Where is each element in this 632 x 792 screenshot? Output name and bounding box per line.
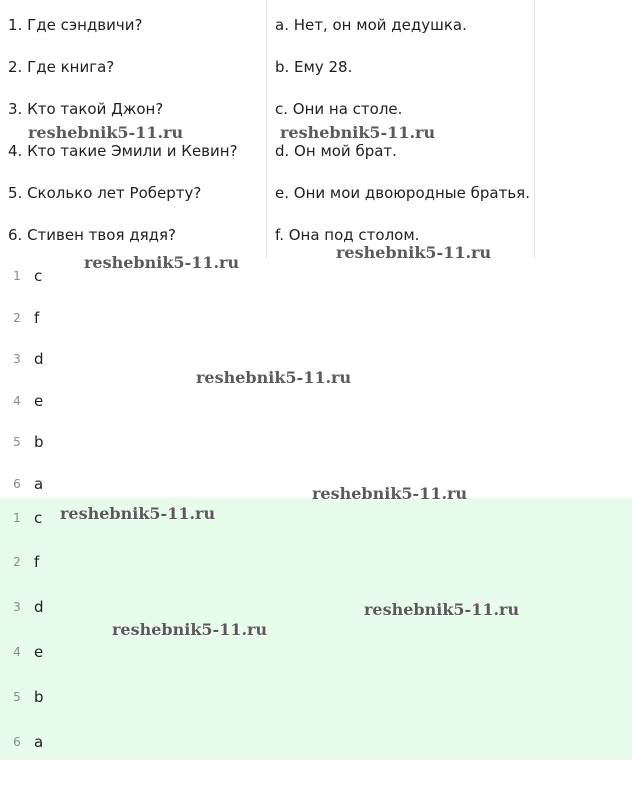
question-item: 3. Кто такой Джон? (8, 100, 164, 118)
answer-option: b. Ему 28. (275, 58, 353, 76)
watermark: reshebnik5-11.ru (28, 123, 184, 142)
watermark: reshebnik5-11.ru (280, 123, 436, 142)
item-number: 1 (13, 269, 21, 283)
item-answer: f (34, 309, 40, 327)
item-number: 3 (13, 600, 21, 614)
answer-option: d. Он мой брат. (275, 142, 397, 160)
watermark: reshebnik5-11.ru (112, 620, 268, 639)
item-answer: d (34, 350, 44, 368)
question-item: 1. Где сэндвичи? (8, 16, 143, 34)
item-number: 4 (13, 645, 21, 659)
item-answer: a (34, 733, 44, 751)
watermark: reshebnik5-11.ru (84, 253, 240, 272)
item-answer: a (34, 475, 44, 493)
item-answer: d (34, 598, 44, 616)
item-answer: b (34, 433, 44, 451)
item-answer: b (34, 688, 44, 706)
item-number: 6 (13, 735, 21, 749)
item-number: 3 (13, 352, 21, 366)
watermark: reshebnik5-11.ru (312, 484, 468, 503)
watermark: reshebnik5-11.ru (196, 368, 352, 387)
answer-option: a. Нет, он мой дедушка. (275, 16, 467, 34)
watermark: reshebnik5-11.ru (336, 243, 492, 262)
question-item: 6. Стивен твоя дядя? (8, 226, 176, 244)
item-number: 1 (13, 511, 21, 525)
item-answer: c (34, 267, 43, 285)
answer-option: e. Они мои двоюродные братья. (275, 184, 530, 202)
question-item: 4. Кто такие Эмили и Кевин? (8, 142, 238, 160)
item-number: 5 (13, 690, 21, 704)
item-answer: f (34, 553, 40, 571)
question-item: 5. Сколько лет Роберту? (8, 184, 202, 202)
question-item: 2. Где книга? (8, 58, 115, 76)
answer-key-highlighted (0, 498, 632, 760)
item-answer: e (34, 392, 44, 410)
item-answer: c (34, 509, 43, 527)
item-number: 4 (13, 394, 21, 408)
watermark: reshebnik5-11.ru (60, 504, 216, 523)
watermark: reshebnik5-11.ru (364, 600, 520, 619)
item-number: 6 (13, 477, 21, 491)
answer-option: f. Она под столом. (275, 226, 420, 244)
item-number: 2 (13, 555, 21, 569)
item-number: 5 (13, 435, 21, 449)
item-number: 2 (13, 311, 21, 325)
item-answer: e (34, 643, 44, 661)
answer-option: c. Они на столе. (275, 100, 403, 118)
